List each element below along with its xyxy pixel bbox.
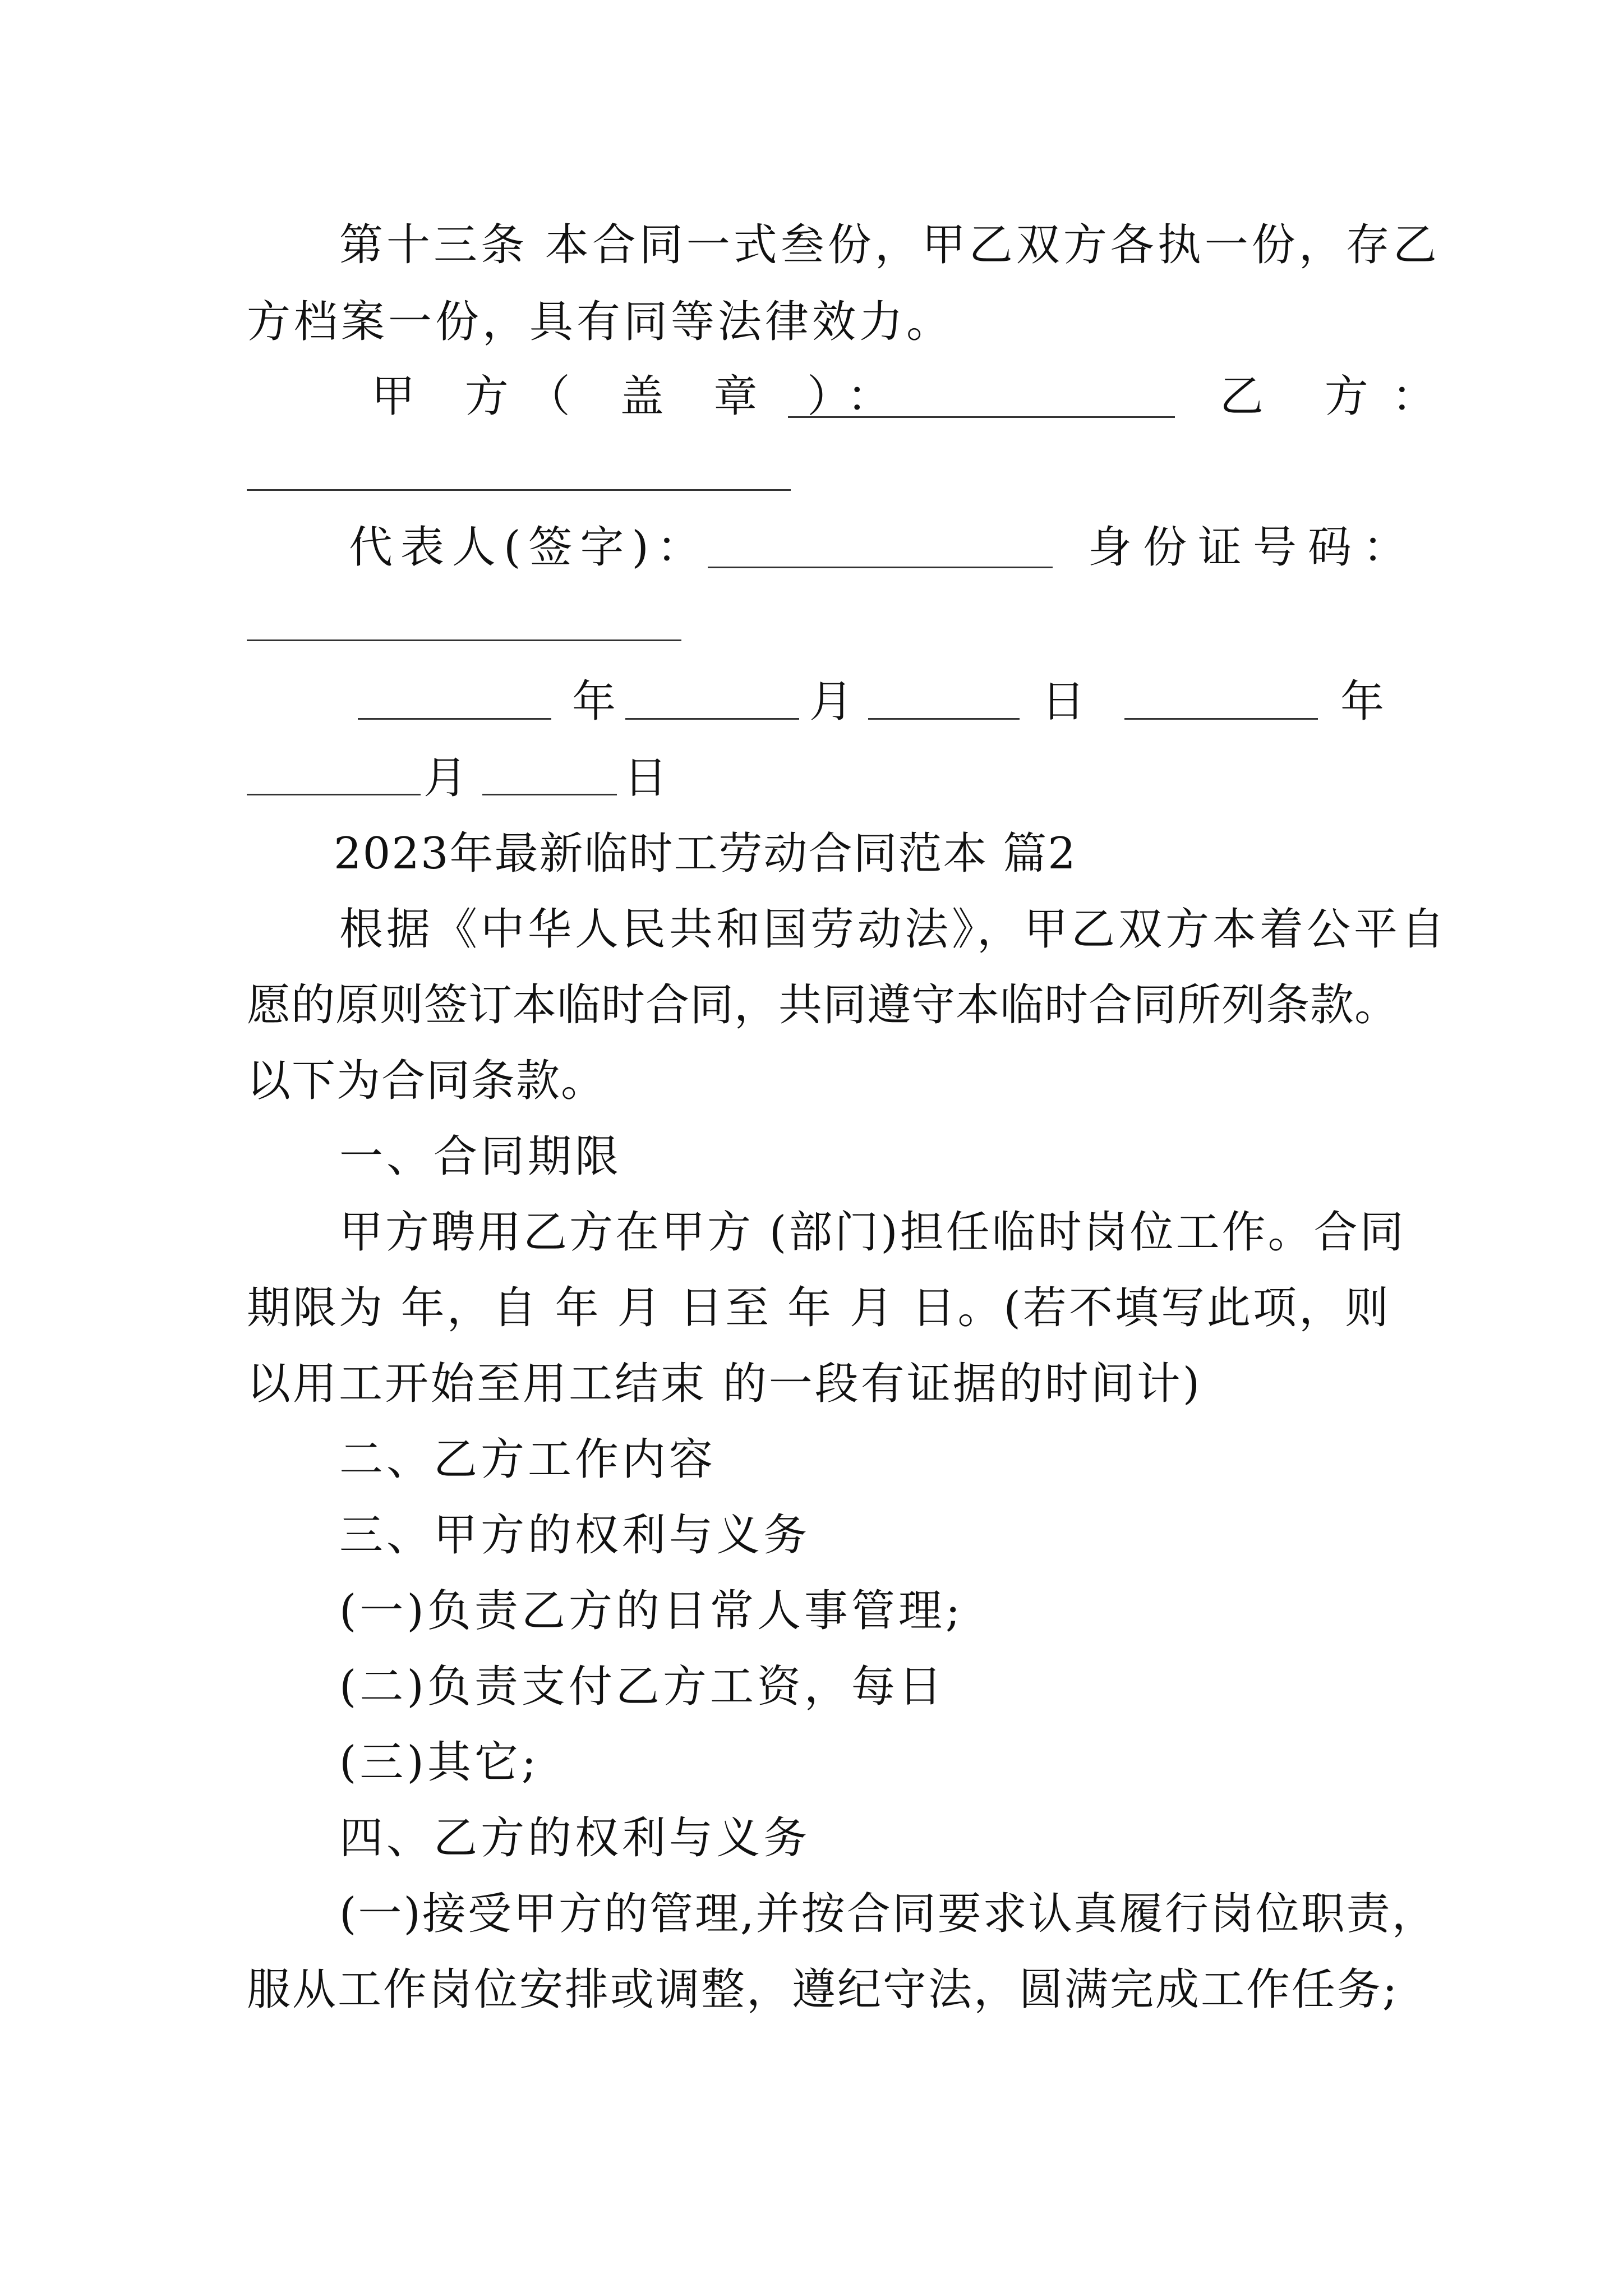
id-number-label: 身份证号码： bbox=[1088, 522, 1418, 573]
heading-work-content: 二、乙方工作内容 bbox=[339, 1434, 717, 1485]
date-b-year-label: 年 bbox=[1340, 677, 1385, 727]
contract-term-line2: 期限为 年，自 年 月 日至 年 月 日。(若不填写此项，则 bbox=[247, 1283, 1391, 1333]
section2-title: 2023年最新临时工劳动合同范本 篇2 bbox=[334, 829, 1077, 879]
date-a-month-blank bbox=[625, 718, 799, 720]
heading-party-a-rights: 三、甲方的权利与义务 bbox=[339, 1510, 811, 1561]
contract-term-line1: 甲方聘用乙方在甲方 (部门)担任临时岗位工作。合同 bbox=[339, 1207, 1406, 1258]
section2-intro-line2: 愿的原则签订本临时合同，共同遵守本临时合同所列条款。 bbox=[247, 980, 1399, 1030]
date-a-day-label: 日 bbox=[1041, 677, 1086, 727]
rep-sign-label: 代表人(签字)： bbox=[349, 522, 708, 573]
party-b-blank bbox=[247, 489, 791, 491]
date-b-year-blank bbox=[1124, 718, 1318, 720]
article13-line2: 方档案一份，具有同等法律效力。 bbox=[247, 297, 954, 347]
date-b-month-blank bbox=[247, 794, 421, 795]
date-a-year-label: 年 bbox=[572, 677, 616, 727]
rep-sign-blank bbox=[708, 567, 1053, 568]
party-a-item-2: (二)负责支付乙方工资，每日 bbox=[339, 1662, 946, 1712]
heading-contract-term: 一、合同期限 bbox=[339, 1131, 623, 1182]
party-a-blank bbox=[788, 416, 1175, 418]
party-a-item-1: (一)负责乙方的日常人事管理; bbox=[339, 1586, 964, 1636]
party-a-seal-label: 甲 方（ 盖 章 ）： bbox=[371, 371, 909, 422]
date-b-day-label: 日 bbox=[624, 753, 668, 803]
date-a-month-label: 月 bbox=[809, 677, 854, 727]
section2-intro-line3: 以下为合同条款。 bbox=[247, 1056, 606, 1106]
date-b-month-label: 月 bbox=[423, 753, 468, 803]
party-b-item-1-line1: (一)接受甲方的管理,并按合同要求认真履行岗位职责， bbox=[339, 1889, 1437, 1939]
date-a-day-blank bbox=[868, 718, 1020, 720]
contract-term-line3: 以用工开始至用工结束 的一段有证据的时间计) bbox=[247, 1359, 1202, 1409]
heading-party-b-rights: 四、乙方的权利与义务 bbox=[339, 1813, 811, 1864]
id-number-blank bbox=[247, 639, 681, 641]
party-a-item-3: (三)其它; bbox=[339, 1737, 540, 1788]
party-b-label: 乙 方： bbox=[1220, 371, 1459, 422]
article13-line1: 第十三条 本合同一式叁份，甲乙双方各执一份，存乙 bbox=[339, 220, 1440, 270]
date-a-year-blank bbox=[358, 718, 551, 720]
date-b-day-blank bbox=[482, 794, 617, 795]
section2-intro-line1: 根据《中华人民共和国劳动法》，甲乙双方本着公平自 bbox=[339, 904, 1449, 955]
party-b-item-1-line2: 服从工作岗位安排或调整，遵纪守法，圆满完成工作任务; bbox=[247, 1964, 1399, 2015]
